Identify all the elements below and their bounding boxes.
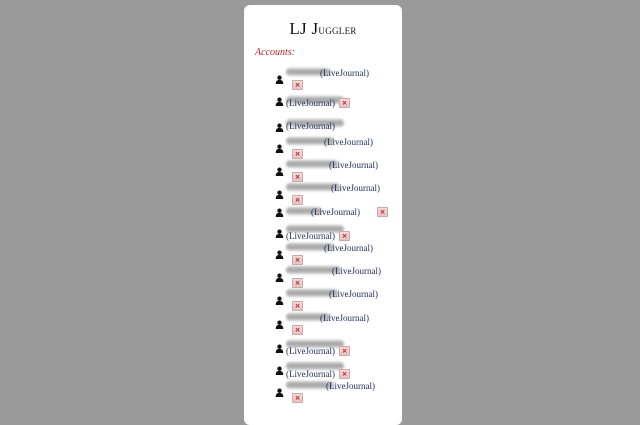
account-item xyxy=(275,96,400,118)
remove-icon[interactable]: × xyxy=(377,207,388,217)
account-service-label: (LiveJournal) xyxy=(329,160,378,170)
account-item xyxy=(275,313,400,335)
remove-icon[interactable]: × xyxy=(292,278,303,288)
user-icon xyxy=(275,229,284,238)
main-panel xyxy=(244,5,402,425)
account-item xyxy=(275,160,400,182)
user-icon xyxy=(275,344,284,353)
account-service-label: (LiveJournal) xyxy=(311,207,360,217)
user-icon xyxy=(275,75,284,84)
remove-icon[interactable]: × xyxy=(339,98,350,108)
remove-icon[interactable]: × xyxy=(339,369,350,379)
account-service-label: (LiveJournal) xyxy=(286,231,335,241)
accounts-heading: Accounts: xyxy=(255,47,295,58)
user-icon xyxy=(275,296,284,305)
user-icon xyxy=(275,123,284,132)
remove-icon[interactable]: × xyxy=(292,195,303,205)
remove-icon[interactable]: × xyxy=(292,255,303,265)
account-item xyxy=(275,266,400,288)
user-icon xyxy=(275,190,284,199)
remove-icon[interactable]: × xyxy=(292,80,303,90)
user-icon xyxy=(275,97,284,106)
account-item xyxy=(275,340,400,362)
account-service-label: (LiveJournal) xyxy=(326,381,375,391)
account-item xyxy=(275,137,400,159)
remove-icon[interactable]: × xyxy=(339,346,350,356)
account-service-label: (LiveJournal) xyxy=(286,98,335,108)
title-rest: uggler xyxy=(318,22,357,37)
account-item xyxy=(275,289,400,311)
user-icon xyxy=(275,320,284,329)
user-icon xyxy=(275,144,284,153)
user-icon xyxy=(275,366,284,375)
account-service-label: (LiveJournal) xyxy=(286,346,335,356)
remove-icon[interactable]: × xyxy=(292,301,303,311)
account-service-label: (LiveJournal) xyxy=(324,243,373,253)
user-icon xyxy=(275,250,284,259)
account-service-label: (LiveJournal) xyxy=(320,68,369,78)
account-service-label: (LiveJournal) xyxy=(324,137,373,147)
account-service-label: (LiveJournal) xyxy=(286,121,335,131)
remove-icon[interactable]: × xyxy=(339,231,350,241)
user-icon xyxy=(275,167,284,176)
account-item xyxy=(275,68,400,90)
user-icon xyxy=(275,208,284,217)
remove-icon[interactable]: × xyxy=(292,172,303,182)
remove-icon[interactable]: × xyxy=(292,325,303,335)
account-service-label: (LiveJournal) xyxy=(320,313,369,323)
user-icon xyxy=(275,273,284,282)
account-service-label: (LiveJournal) xyxy=(286,369,335,379)
account-item xyxy=(275,183,400,205)
page-title xyxy=(244,19,402,39)
account-service-label: (LiveJournal) xyxy=(332,266,381,276)
account-item xyxy=(275,243,400,265)
account-service-label: (LiveJournal) xyxy=(329,289,378,299)
remove-icon[interactable]: × xyxy=(292,149,303,159)
remove-icon[interactable]: × xyxy=(292,393,303,403)
account-service-label: (LiveJournal) xyxy=(331,183,380,193)
title-first: LJ J xyxy=(289,19,319,38)
user-icon xyxy=(275,388,284,397)
